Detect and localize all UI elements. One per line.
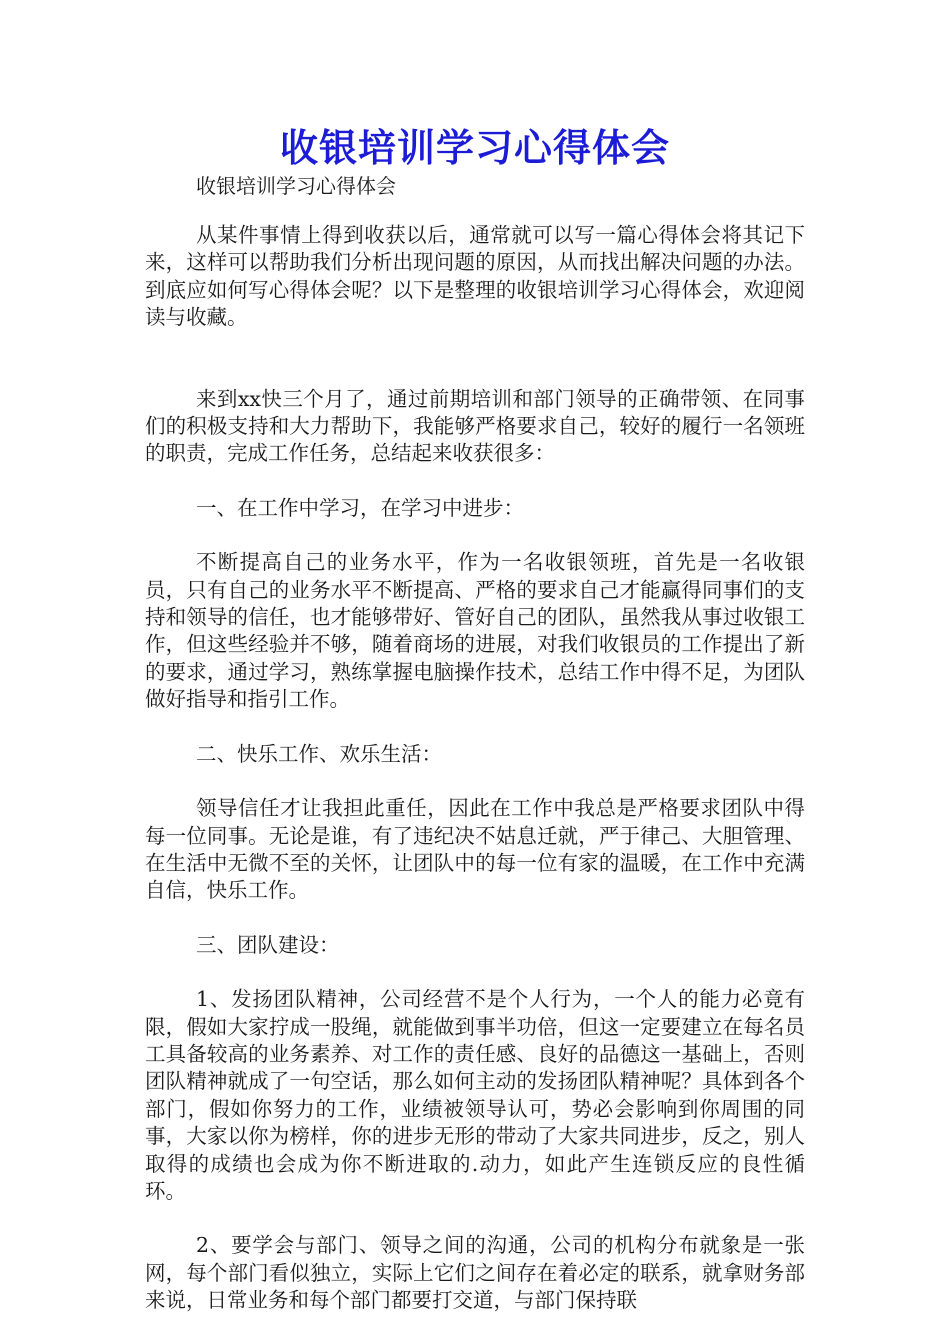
body-paragraph: 不断提高自己的业务水平，作为一名收银领班，首先是一名收银员，只有自己的业务水平不断提高、严格的要求自己才能赢得同事们的支持和领导的信任，也才能够带好、管好自己的团队，虽然我从事过收银工作，但这些经验并不够，随着商场的进展，对我们收银员的工作提出了新的要求，通过学习，熟练掌握电脑操作技术，总结工作中得不足，为团队做好指导和指引工作。 xyxy=(145,550,805,712)
section-heading-1: 一、在工作中学习，在学习中进步： xyxy=(196,495,524,520)
document-body xyxy=(145,222,805,1315)
paragraph-spacer xyxy=(145,905,805,932)
body-paragraph: 领导信任才让我担此重任，因此在工作中我总是严格要求团队中得每一位同事。无论是谁，有了违纪决不姑息迁就，严于律己、大胆管理、在生活中无微不至的关怀，让团队中的每一位有家的温暖，在工作中充满自信，快乐工作。 xyxy=(145,796,805,903)
document-title: 收银培训学习心得体会 xyxy=(279,126,670,170)
paragraph-spacer xyxy=(145,522,805,549)
body-paragraph: 来到xx快三个月了，通过前期培训和部门领导的正确带领、在同事们的积极支持和大力帮助下，我能够严格要求自己，较好的履行一名领班的职责，完成工作任务，总结起来收获很多： xyxy=(145,386,805,466)
paragraph-spacer xyxy=(145,468,805,495)
intro-paragraph: 从某件事情上得到收获以后，通常就可以写一篇心得体会将其记下来，这样可以帮助我们分析出现问题的原因，从而找出解决问题的办法。到底应如何写心得体会呢？以下是整理的收银培训学习心得体会，欢迎阅读与收藏。 xyxy=(145,223,805,330)
body-paragraph: 2、要学会与部门、领导之间的沟通，公司的机构分布就象是一张网，每个部门看似独立，实际上它们之间存在着必定的联系，就拿财务部来说，日常业务和每个部门都要打交道，与部门保持联 xyxy=(145,1233,805,1313)
section-heading-3: 三、团队建设： xyxy=(196,932,340,957)
document-subtitle: 收银培训学习心得体会 xyxy=(196,174,396,198)
paragraph-spacer xyxy=(145,1205,805,1232)
body-paragraph: 1、发扬团队精神，公司经营不是个人行为，一个人的能力必竟有限，假如大家拧成一股绳，就能做到事半功倍，但这一定要建立在每名员工具备较高的业务素养、对工作的责任感、良好的品德这一基础上，否则团队精神就成了一句空话，那么如何主动的发扬团队精神呢？具体到各个部门，假如你努力的工作，业绩被领导认可，势必会影响到你周围的同事，大家以你为榜样，你的进步无形的带动了大家共同进步，反之，别人取得的成绩也会成为你不断进取的.动力，如此产生连锁反应的良性循环。 xyxy=(145,987,805,1203)
paragraph-spacer xyxy=(145,332,805,386)
section-heading-2: 二、快乐工作、欢乐生活： xyxy=(196,741,442,766)
paragraph-spacer xyxy=(145,768,805,795)
paragraph-spacer xyxy=(145,959,805,986)
paragraph-spacer xyxy=(145,714,805,741)
